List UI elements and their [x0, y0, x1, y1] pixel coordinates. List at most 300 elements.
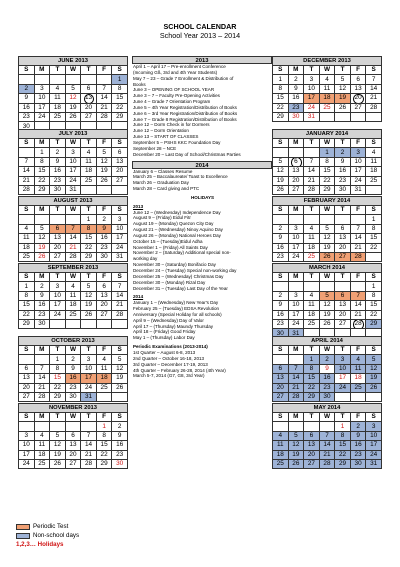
day-cell: 9	[19, 94, 35, 103]
event-line: June 5 – 4th Year Registration/Distribution of Books	[133, 104, 237, 110]
events-2013-list	[132, 64, 272, 158]
event-line: December 31 – (Tuesday) Last Day of the Year	[133, 285, 228, 291]
day-cell: 4	[273, 431, 289, 440]
day-cell: 16	[34, 301, 50, 310]
day-cell: 18	[34, 450, 50, 459]
day-cell: 28	[366, 103, 382, 112]
day-cell: 5	[319, 224, 335, 233]
day-header: F	[350, 273, 366, 282]
event-line: November 2 – (Saturday) Additional special non-	[133, 250, 231, 256]
day-cell: 21	[112, 301, 128, 310]
day-cell: 9	[350, 431, 366, 440]
day-header: S	[366, 346, 382, 355]
holidays-title: HOLIDAYS	[190, 194, 215, 200]
month-title: SEPTEMBER 2013	[19, 264, 128, 273]
calendar-november-2013	[18, 403, 128, 469]
day-cell: 1	[366, 282, 382, 291]
day-cell: 25	[319, 103, 335, 112]
day-header: S	[112, 346, 128, 355]
day-cell: 11	[273, 441, 289, 450]
day-cell: 20	[273, 383, 289, 392]
event-line: Anniversary (Special Holiday for all schools)	[133, 311, 222, 317]
day-cell: 12	[335, 84, 351, 93]
calendar-september-2013	[18, 263, 128, 329]
day-cell: 4	[34, 431, 50, 440]
day-cell: 24	[288, 252, 304, 261]
day-cell: 8	[304, 364, 320, 373]
day-cell: 7	[288, 364, 304, 373]
empty-cell	[304, 148, 320, 157]
day-cell: 22	[81, 243, 97, 252]
day-cell: 30	[96, 252, 112, 261]
month-title: JUNE 2013	[19, 57, 128, 66]
day-cell: 21	[350, 310, 366, 319]
day-cell: 14	[112, 291, 128, 300]
day-cell: 13	[96, 291, 112, 300]
day-header: F	[96, 346, 112, 355]
day-cell: 23	[96, 243, 112, 252]
day-cell: 27	[288, 185, 304, 194]
day-cell: 10	[34, 94, 50, 103]
day-cell: 21	[304, 176, 320, 185]
day-header: F	[350, 206, 366, 215]
day-cell: 19	[81, 301, 97, 310]
day-header: W	[319, 346, 335, 355]
day-cell: 18	[319, 94, 335, 103]
day-cell: 16	[335, 167, 351, 176]
day-header: W	[65, 346, 81, 355]
day-cell: 19	[50, 450, 66, 459]
event-line: March 26 – Graduation Day	[133, 180, 189, 186]
day-header: T	[50, 413, 66, 422]
day-cell: 12	[273, 167, 289, 176]
month-title: JANUARY 2014	[273, 130, 382, 139]
empty-cell	[50, 319, 66, 328]
day-header: M	[34, 413, 50, 422]
calendar-april-2014	[272, 336, 382, 402]
day-cell: 3	[65, 148, 81, 157]
day-cell: 21	[19, 176, 35, 185]
day-cell: 6	[273, 364, 289, 373]
day-cell: 28	[81, 459, 97, 468]
day-cell: 10	[288, 301, 304, 310]
event-line: October 15 – (Tuesday)Eidul Adha	[133, 238, 203, 244]
day-cell: 1	[34, 148, 50, 157]
day-cell: 28	[350, 319, 366, 328]
month-title: DECEMBER 2013	[273, 57, 382, 66]
day-cell: 24	[81, 383, 97, 392]
events-2014-header: 2014	[132, 161, 272, 169]
day-cell: 6	[81, 84, 97, 93]
empty-cell	[65, 75, 81, 84]
day-cell: 25	[350, 383, 366, 392]
day-cell: 28	[34, 392, 50, 401]
event-line: November 30 – (Saturday) Bonifacio Day	[133, 262, 216, 268]
empty-cell	[288, 215, 304, 224]
day-cell: 14	[65, 234, 81, 243]
day-cell: 29	[112, 112, 128, 121]
day-cell: 31	[81, 392, 97, 401]
day-cell: 27	[304, 459, 320, 468]
day-cell: 8	[366, 291, 382, 300]
day-cell: 15	[366, 301, 382, 310]
day-cell: 22	[112, 103, 128, 112]
month-title: APRIL 2014	[273, 337, 382, 346]
day-header: T	[81, 273, 97, 282]
day-header: T	[50, 346, 66, 355]
day-cell: 13	[288, 167, 304, 176]
day-header: F	[350, 139, 366, 148]
day-cell: 19	[319, 310, 335, 319]
empty-cell	[19, 75, 35, 84]
calendar-october-2013	[18, 336, 128, 402]
day-header: S	[273, 206, 289, 215]
day-cell: 22	[319, 176, 335, 185]
day-cell: 18	[366, 167, 382, 176]
day-cell: 23	[273, 319, 289, 328]
empty-cell	[50, 215, 66, 224]
event-line: 2nd Quarter – October 16-18, 2013	[133, 355, 205, 361]
day-cell: 1	[50, 355, 66, 364]
empty-cell	[350, 112, 366, 121]
day-header: T	[304, 273, 320, 282]
day-cell: 9	[273, 301, 289, 310]
day-cell: 22	[335, 450, 351, 459]
event-line: April 17 – (Thursday) Maundy Thursday	[133, 323, 214, 329]
day-cell: 15	[319, 167, 335, 176]
empty-cell	[335, 282, 351, 291]
empty-cell	[319, 282, 335, 291]
event-line: August 26 – (Monday) National Heroes Day	[133, 232, 221, 238]
day-cell: 5	[335, 75, 351, 84]
event-line: June 4 – Grade 7 Orientation Program	[133, 99, 211, 105]
day-cell: 1	[319, 148, 335, 157]
event-line: March 28 – Card giving and PTC	[133, 186, 200, 192]
day-cell: 25	[96, 383, 112, 392]
day-header: M	[34, 139, 50, 148]
day-cell: 19	[319, 243, 335, 252]
event-line: June 6 – 3rd Year Registration/Distribution of Books	[133, 110, 238, 116]
day-cell: 16	[350, 441, 366, 450]
day-cell: 20	[50, 243, 66, 252]
day-cell: 7	[81, 431, 97, 440]
day-cell: 13	[273, 374, 289, 383]
day-cell: 1	[19, 282, 35, 291]
day-cell: 15	[335, 441, 351, 450]
day-cell: 20	[112, 167, 128, 176]
day-cell: 9	[65, 364, 81, 373]
day-cell: 16	[65, 374, 81, 383]
empty-cell	[273, 422, 289, 431]
day-cell: 3	[350, 148, 366, 157]
day-header: W	[319, 273, 335, 282]
day-header: T	[335, 413, 351, 422]
legend-item	[16, 522, 79, 531]
day-cell: 11	[81, 157, 97, 166]
day-cell: 4	[304, 291, 320, 300]
day-cell: 5	[288, 431, 304, 440]
day-header: M	[34, 66, 50, 75]
day-cell: 6	[288, 157, 304, 166]
day-header: T	[50, 273, 66, 282]
day-header: S	[19, 139, 35, 148]
day-cell: 29	[366, 319, 382, 328]
day-header: S	[19, 206, 35, 215]
day-cell: 2	[112, 422, 128, 431]
day-cell: 11	[366, 157, 382, 166]
day-cell: 5	[366, 355, 382, 364]
day-cell: 22	[304, 383, 320, 392]
day-cell: 5	[65, 84, 81, 93]
day-header: S	[112, 66, 128, 75]
day-cell: 2	[273, 291, 289, 300]
day-cell: 18	[50, 103, 66, 112]
day-cell: 16	[319, 374, 335, 383]
empty-cell	[65, 215, 81, 224]
day-cell: 8	[319, 157, 335, 166]
month-title: MAY 2014	[273, 404, 382, 413]
day-cell: 23	[273, 252, 289, 261]
day-cell: 17	[65, 167, 81, 176]
day-cell: 15	[366, 234, 382, 243]
day-cell: 6	[19, 364, 35, 373]
day-cell: 1	[335, 422, 351, 431]
empty-cell	[96, 392, 112, 401]
empty-cell	[335, 112, 351, 121]
day-cell: 14	[96, 94, 112, 103]
day-cell: 21	[350, 243, 366, 252]
day-cell: 2	[50, 148, 66, 157]
day-cell: 11	[65, 291, 81, 300]
day-header: S	[19, 346, 35, 355]
day-cell: 15	[112, 94, 128, 103]
day-cell: 15	[81, 234, 97, 243]
day-cell: 1	[366, 215, 382, 224]
day-cell: 7	[65, 224, 81, 233]
day-header: S	[19, 273, 35, 282]
day-cell: 30	[335, 185, 351, 194]
day-cell: 6	[304, 431, 320, 440]
day-cell: 27	[65, 459, 81, 468]
day-cell: 21	[65, 243, 81, 252]
day-header: M	[288, 413, 304, 422]
day-cell: 1	[81, 215, 97, 224]
day-cell: 11	[319, 84, 335, 93]
day-header: S	[273, 66, 289, 75]
day-cell: 15	[19, 301, 35, 310]
day-cell: 16	[288, 94, 304, 103]
day-cell: 26	[273, 185, 289, 194]
day-cell: 12	[65, 94, 81, 103]
periodic-title: Periodic Examinations (2013-2014)	[133, 344, 208, 350]
legend-label: Non-school days	[33, 532, 80, 539]
day-cell: 13	[112, 157, 128, 166]
empty-cell	[34, 215, 50, 224]
day-cell: 15	[96, 441, 112, 450]
day-cell: 31	[288, 329, 304, 338]
day-cell: 3	[304, 75, 320, 84]
day-cell: 26	[319, 252, 335, 261]
day-cell: 12	[319, 301, 335, 310]
day-cell: 27	[273, 392, 289, 401]
day-cell: 13	[335, 234, 351, 243]
day-cell: 7	[96, 84, 112, 93]
day-cell: 3	[288, 291, 304, 300]
day-cell: 20	[19, 383, 35, 392]
day-cell: 7	[34, 364, 50, 373]
day-cell: 12	[96, 157, 112, 166]
day-cell: 10	[304, 84, 320, 93]
day-cell: 25	[65, 310, 81, 319]
day-cell: 3	[50, 282, 66, 291]
empty-cell	[335, 392, 351, 401]
legend-label: 1,2,3… Holidays	[16, 541, 64, 548]
day-cell: 5	[50, 431, 66, 440]
day-cell: 24	[366, 450, 382, 459]
day-cell: 9	[34, 291, 50, 300]
event-line: June 3 – OPENING OF SCHOOL YEAR	[133, 87, 215, 93]
day-cell: 2	[288, 75, 304, 84]
day-header: S	[366, 139, 382, 148]
day-header: S	[273, 273, 289, 282]
day-cell: 12	[112, 364, 128, 373]
day-header: M	[288, 346, 304, 355]
day-header: S	[366, 273, 382, 282]
day-cell: 7	[304, 157, 320, 166]
day-cell: 22	[96, 450, 112, 459]
day-header: S	[19, 66, 35, 75]
day-cell: 26	[34, 252, 50, 261]
day-cell: 13	[19, 374, 35, 383]
day-cell: 20	[335, 310, 351, 319]
day-cell: 12	[319, 234, 335, 243]
day-cell: 30	[65, 392, 81, 401]
day-cell: 5	[96, 148, 112, 157]
calendar-august-2013	[18, 196, 128, 262]
day-cell: 29	[19, 319, 35, 328]
event-line: November 1 – (Friday) All Saints Day	[133, 244, 208, 250]
empty-cell	[19, 355, 35, 364]
empty-cell	[304, 422, 320, 431]
day-cell: 14	[350, 301, 366, 310]
day-header: M	[288, 206, 304, 215]
day-cell: 27	[81, 112, 97, 121]
day-cell: 3	[81, 355, 97, 364]
empty-cell	[112, 319, 128, 328]
day-cell: 6	[112, 148, 128, 157]
day-cell: 1	[112, 75, 128, 84]
day-cell: 15	[34, 167, 50, 176]
event-line: June 12 – Dorm Check in for Dormers	[133, 122, 210, 128]
empty-cell	[366, 252, 382, 261]
day-cell: 31	[65, 185, 81, 194]
day-cell: 17	[335, 374, 351, 383]
day-cell: 2	[65, 355, 81, 364]
day-cell: 17	[50, 301, 66, 310]
day-cell: 15	[304, 374, 320, 383]
day-cell: 24	[288, 319, 304, 328]
empty-cell	[304, 282, 320, 291]
day-cell: 18	[273, 450, 289, 459]
day-header: W	[65, 413, 81, 422]
day-cell: 31	[304, 112, 320, 121]
day-cell: 12	[34, 234, 50, 243]
events-column	[132, 56, 272, 379]
empty-cell	[319, 422, 335, 431]
empty-cell	[273, 282, 289, 291]
day-cell: 11	[19, 234, 35, 243]
empty-cell	[96, 185, 112, 194]
day-cell: 24	[34, 112, 50, 121]
event-line: April 18 – (Friday) Good Friday	[133, 329, 196, 335]
event-line: March 5-7, 2014 (G7, G8, 3rd Year)	[133, 373, 205, 379]
day-cell: 27	[335, 252, 351, 261]
empty-cell	[288, 282, 304, 291]
day-cell: 17	[112, 234, 128, 243]
holidays-2013-list	[132, 210, 272, 292]
day-cell: 25	[304, 252, 320, 261]
day-header: S	[273, 139, 289, 148]
calendar-january-2014	[272, 129, 382, 195]
day-cell: 9	[319, 364, 335, 373]
day-cell: 23	[19, 112, 35, 121]
day-cell: 21	[319, 450, 335, 459]
day-cell: 11	[304, 301, 320, 310]
day-cell: 9	[96, 224, 112, 233]
day-cell: 14	[350, 234, 366, 243]
day-header: T	[50, 139, 66, 148]
empty-cell	[273, 148, 289, 157]
empty-cell	[50, 75, 66, 84]
day-header: M	[288, 139, 304, 148]
day-cell: 30	[112, 459, 128, 468]
legend-item	[16, 540, 79, 549]
day-cell: 24	[19, 459, 35, 468]
day-cell: 27	[50, 252, 66, 261]
day-cell: 16	[50, 167, 66, 176]
day-cell: 4	[319, 75, 335, 84]
periodic-list	[132, 350, 272, 379]
day-cell: 22	[34, 176, 50, 185]
legend	[16, 522, 79, 549]
day-cell: 4	[81, 148, 97, 157]
day-cell: 20	[65, 450, 81, 459]
day-cell: 10	[335, 364, 351, 373]
event-line: working day	[133, 256, 158, 262]
day-header: T	[304, 66, 320, 75]
holidays-2014-label: 2014	[133, 294, 144, 300]
day-cell: 19	[366, 374, 382, 383]
day-header: F	[350, 413, 366, 422]
day-cell: 3	[34, 84, 50, 93]
day-cell: 16	[273, 243, 289, 252]
day-cell: 9	[50, 157, 66, 166]
day-cell: 31	[366, 459, 382, 468]
day-cell: 5	[319, 291, 335, 300]
day-cell: 15	[50, 374, 66, 383]
empty-cell	[112, 185, 128, 194]
empty-cell	[350, 215, 366, 224]
day-header: W	[65, 139, 81, 148]
day-cell: 25	[273, 459, 289, 468]
day-cell: 24	[304, 103, 320, 112]
day-cell: 16	[96, 234, 112, 243]
calendar-june-2013	[18, 56, 128, 132]
day-cell: 23	[350, 450, 366, 459]
day-header: W	[319, 139, 335, 148]
event-line: 1st Quarter – August 6-8, 2013	[133, 349, 196, 355]
day-cell: 24	[350, 176, 366, 185]
